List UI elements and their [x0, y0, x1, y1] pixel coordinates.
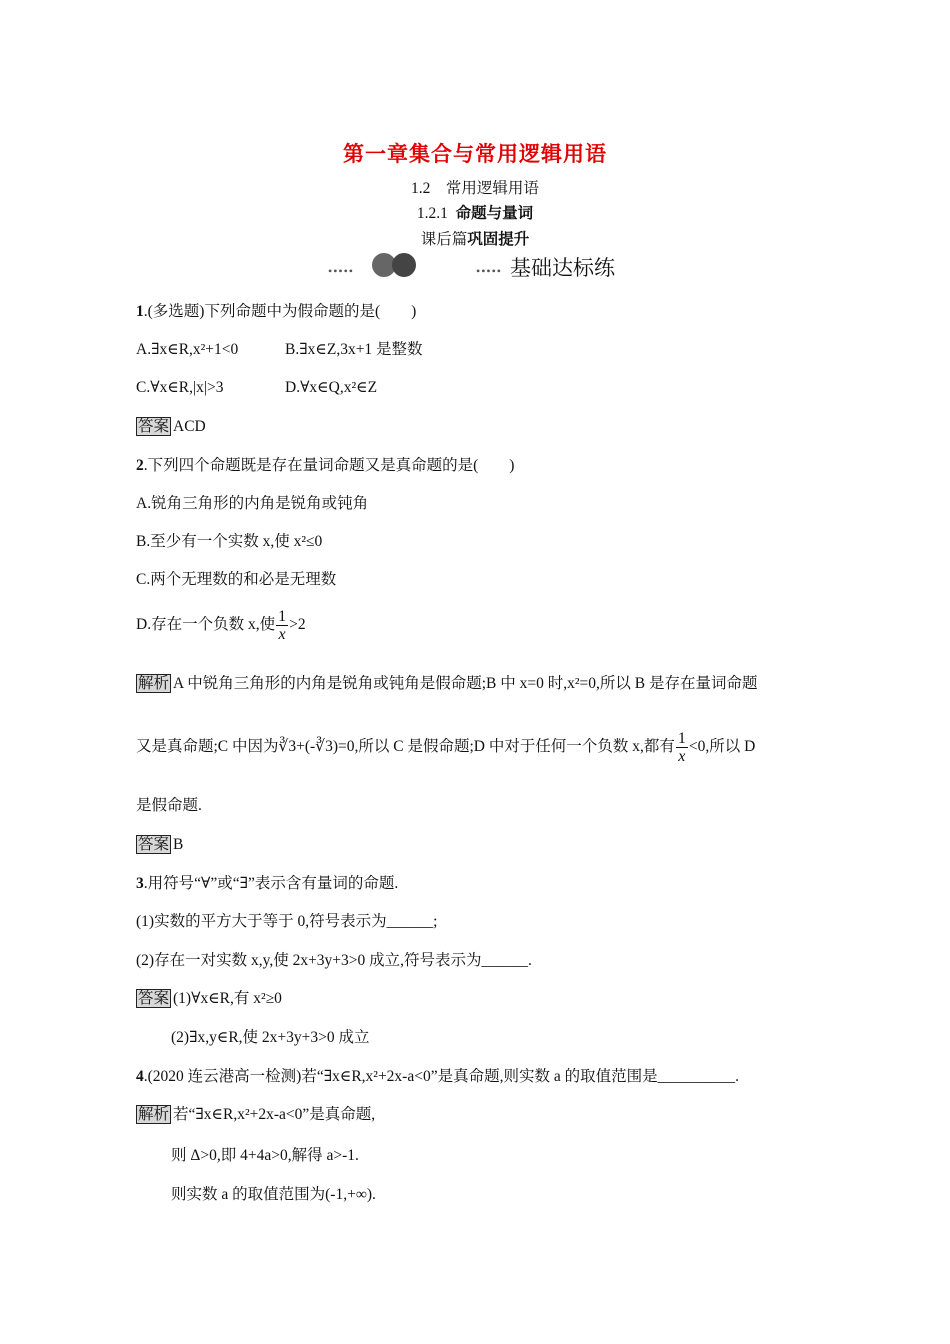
q4-analysis-line1	[136, 1104, 375, 1126]
q2-analysis-line3: 是假命题.	[136, 797, 202, 814]
q4-text: .(2020 连云港高一检测)若“∃x∈R,x²+2x-a<0”是真命题,则实数 a 的取值范围是__________.	[143, 1068, 739, 1085]
q4-stem	[136, 1066, 739, 1088]
q2-analysis-line1	[136, 673, 757, 695]
q2-analysis-text2-suffix: <0,所以 D	[688, 738, 756, 756]
phase-title	[0, 227, 950, 249]
q1-option-c: C.∀x∈R,|x|>3	[136, 379, 224, 396]
q3-text: .用符号“∀”或“∃”表示含有量词的命题.	[143, 875, 399, 892]
q3-answer1-value: (1)∀x∈R,有 x²≥0	[173, 990, 282, 1007]
q3-stem	[136, 873, 398, 895]
banner-dots-right: •••••	[476, 264, 503, 278]
q2-option-b: B.至少有一个实数 x,使 x²≤0	[136, 533, 323, 550]
q3-answer1	[136, 988, 282, 1010]
q1-number: 1	[136, 303, 144, 320]
answer-label: 答案	[138, 990, 170, 1007]
q2-option-d-suffix: >2	[289, 616, 306, 634]
q2-answer	[136, 834, 183, 856]
q3-part1: (1)实数的平方大于等于 0,符号表示为______;	[136, 913, 438, 930]
q4-analysis-line3: 则实数 a 的取值范围为(-1,+∞).	[171, 1186, 376, 1203]
subsection-number: 1.2.1	[416, 205, 448, 222]
answer-label: 答案	[138, 836, 170, 853]
q2-answer-value: B	[173, 836, 184, 853]
q2-stem	[136, 455, 514, 477]
section-banner	[326, 252, 626, 280]
chapter-title: 第一章集合与常用逻辑用语	[343, 142, 607, 166]
q1-answer	[136, 416, 206, 438]
analysis-label: 解析	[138, 1106, 170, 1123]
q4-number: 4	[136, 1068, 144, 1085]
q3-part2: (2)存在一对实数 x,y,使 2x+3y+3>0 成立,符号表示为______.	[136, 952, 532, 969]
q1-option-a: A.∃x∈R,x²+1<0	[136, 341, 239, 358]
q4-analysis-line2: 则 Δ>0,即 4+4a>0,解得 a>-1.	[171, 1147, 359, 1164]
fraction-denominator: x	[678, 748, 686, 765]
q2-number: 2	[136, 457, 144, 474]
q2-option-c: C.两个无理数的和必是无理数	[136, 571, 337, 588]
q2-option-d-text: D.存在一个负数 x,使	[136, 616, 276, 634]
fraction-numerator: 1	[278, 608, 287, 625]
q1-option-d: D.∀x∈Q,x²∈Z	[285, 379, 378, 396]
q2-analysis-line2	[136, 730, 755, 765]
banner-circle-icon	[392, 253, 416, 277]
fraction-numerator: 1	[677, 730, 686, 747]
q3-answer2: (2)∃x,y∈R,使 2x+3y+3>0 成立	[171, 1029, 370, 1046]
q1-answer-value: ACD	[173, 418, 206, 435]
q1-stem	[136, 301, 416, 323]
analysis-label: 解析	[138, 675, 170, 692]
fraction-one-over-x	[276, 608, 288, 643]
q1-option-b: B.∃x∈Z,3x+1 是整数	[285, 341, 423, 358]
q2-text: .下列四个命题既是存在量词命题又是真命题的是( )	[143, 457, 515, 474]
q2-analysis-text1: A 中锐角三角形的内角是锐角或钝角是假命题;B 中 x=0 时,x²=0,所以 B 是存在量词命题	[173, 675, 758, 692]
q1-text: .(多选题)下列命题中为假命题的是( )	[143, 303, 417, 320]
subsection-name: 命题与量词	[455, 205, 534, 222]
q2-analysis-text2: 又是真命题;C 中因为∛3+(-∛3)=0,所以 C 是假命题;D 中对于任何一个负数 x,都有	[136, 738, 675, 756]
banner-dots-left: •••••	[328, 264, 355, 278]
section-title: 1.2 常用逻辑用语	[411, 180, 539, 197]
subsection-title	[0, 201, 950, 223]
q3-number: 3	[136, 875, 144, 892]
q4-analysis-text1: 若“∃x∈R,x²+2x-a<0”是真命题,	[173, 1106, 376, 1123]
answer-label: 答案	[138, 418, 170, 435]
fraction-one-over-x	[676, 730, 688, 765]
phase-prefix: 课后篇	[420, 231, 468, 248]
q2-option-a: A.锐角三角形的内角是锐角或钝角	[136, 495, 369, 512]
banner-title: 基础达标练	[510, 257, 615, 280]
q2-option-d	[136, 608, 306, 643]
phase-bold: 巩固提升	[467, 231, 530, 248]
fraction-denominator: x	[278, 626, 286, 643]
